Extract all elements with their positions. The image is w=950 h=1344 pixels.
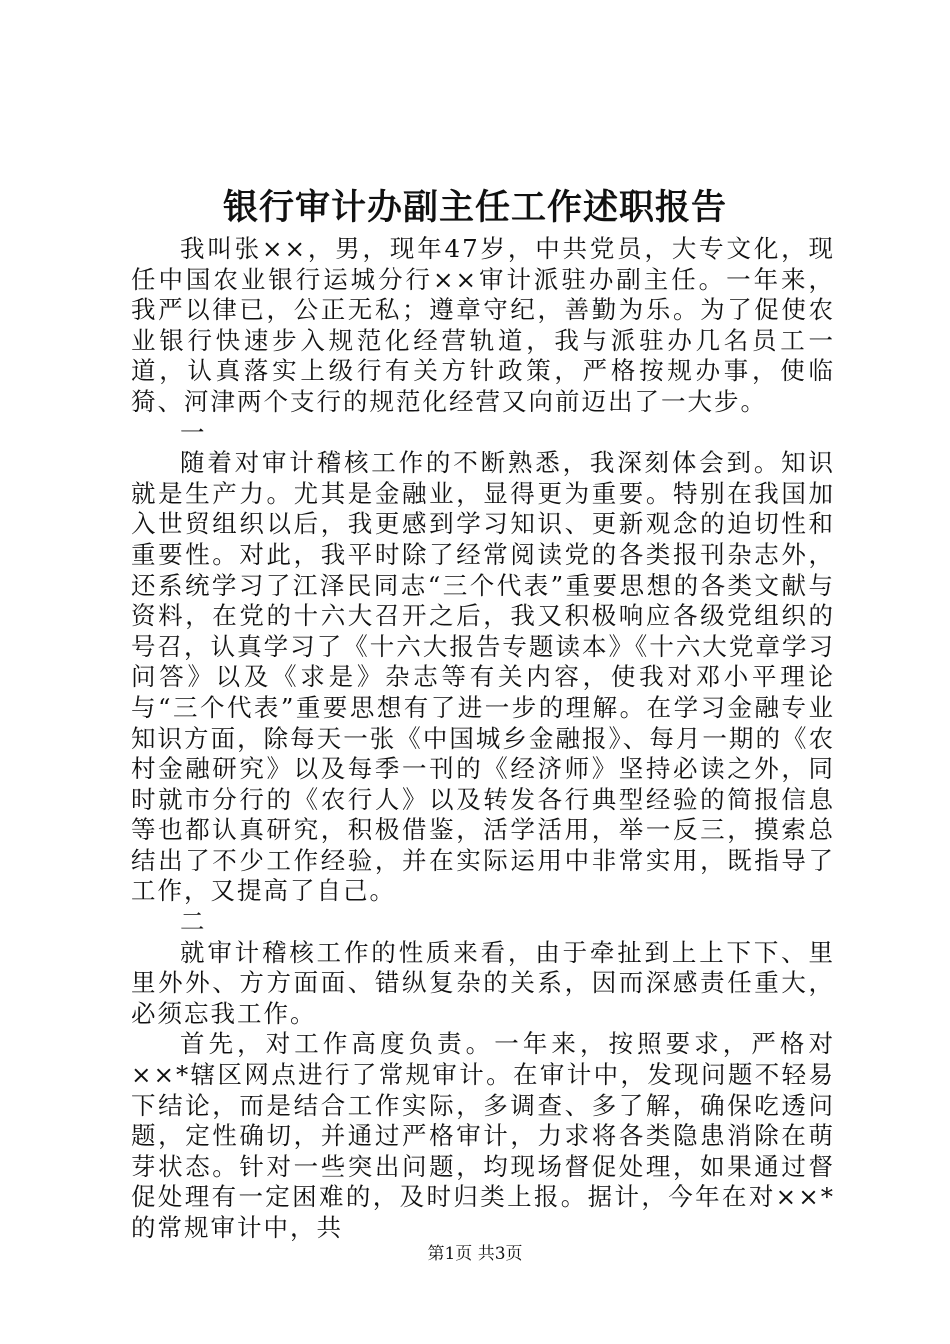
document-body	[131, 234, 835, 1244]
paragraph-responsibility: 就审计稽核工作的性质来看，由于牵扯到上上下下、里里外外、方方面面、错纵复杂的关系，因而深感责任重大，必须忘我工作。	[131, 937, 835, 1028]
section-heading-two: 二	[180, 907, 207, 937]
paragraph-study: 随着对审计稽核工作的不断熟悉，我深刻体会到。知识就是生产力。尤其是金融业，显得更为重要。特别在我国加入世贸组织以后，我更感到学习知识、更新观念的迫切性和重要性。对此，我平时除了经常阅读党的各类报刊杂志外，还系统学习了江泽民同志“三个代表”重要思想的各类文献与资料，在党的十六大召开之后，我又积极响应各级党组织的号召，认真学习了《十六大报告专题读本》《十六大党章学习问答》以及《求是》杂志等有关内容，使我对邓小平理论与“三个代表”重要思想有了进一步的理解。在学习金融专业知识方面，除每天一张《中国城乡金融报》、每月一期的《农村金融研究》以及每季一刊的《经济师》坚持必读之外，同时就市分行的《农行人》以及转发各行典型经验的简报信息等也都认真研究，积极借鉴，活学活用，举一反三，摸索总结出了不少工作经验，并在实际运用中非常实用，既指导了工作，又提高了自己。	[131, 448, 835, 906]
section-heading-one: 一	[180, 417, 207, 447]
paragraph-intro: 我叫张××，男，现年47岁，中共党员，大专文化，现任中国农业银行运城分行××审计派驻办副主任。一年来，我严以律已，公正无私；遵章守纪，善勤为乐。为了促使农业银行快速步入规范化经营轨道，我与派驻办几名员工一道，认真落实上级行有关方针政策，严格按规办事，使临猗、河津两个支行的规范化经营又向前迈出了一大步。	[131, 234, 835, 416]
document-title: 银行审计办副主任工作述职报告	[222, 187, 727, 228]
paragraph-first: 首先，对工作高度负责。一年来，按照要求，严格对××*辖区网点进行了常规审计。在审计中，发现问题不轻易下结论，而是结合工作实际，多调查、多了解，确保吃透问题，定性确切，并通过严格审计，力求将各类隐患消除在萌芽状态。针对一些突出问题，均现场督促处理，如果通过督促处理有一定困难的，及时归类上报。据计，今年在对××*的常规审计中，共	[131, 1029, 835, 1242]
page-number-footer: 第1页 共3页	[427, 1244, 523, 1264]
